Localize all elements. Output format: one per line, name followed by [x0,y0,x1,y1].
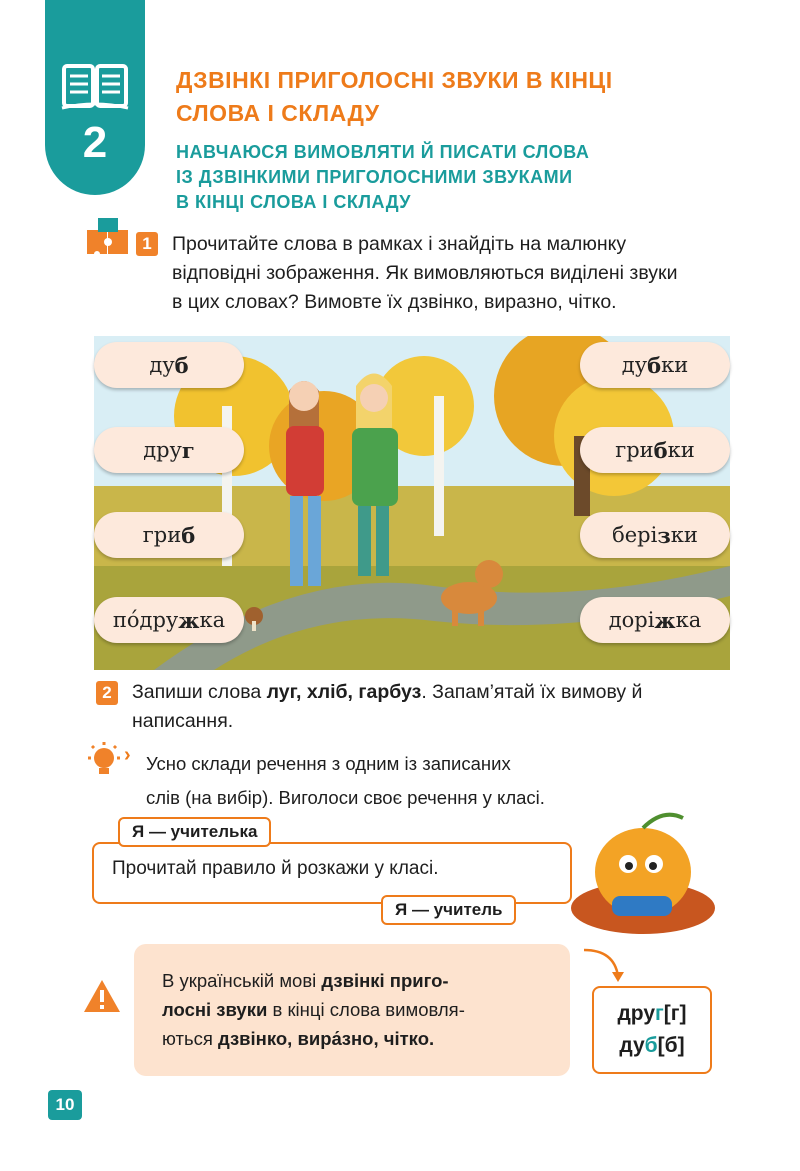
lesson-number: 2 [82,118,108,167]
instruction-text: Прочитай правило й розкажи у класі. [112,858,439,879]
role-tag-teacher-female: Я — учителька [118,817,271,847]
text-part: [б] [657,1034,685,1057]
word-highlight: б [174,352,189,378]
lesson-subtitle [176,140,736,215]
text-bold: луг, хліб, гарбуз [266,681,422,703]
subtitle-line: НАВЧАЮСЯ ВИМОВЛЯТИ Й ПИСАТИ СЛОВА [176,142,590,162]
highlight-letter: г [655,1002,664,1025]
word-part: ду [149,353,175,377]
word-part: ки [661,353,689,377]
task-number-badge: 2 [96,681,118,705]
text-part: ються [162,1028,218,1049]
example-line [594,998,710,1030]
task1-line: в цих словах? Вимовте їх дзвінко, виразно, чітко. [172,291,617,313]
rule-line [162,1024,557,1053]
subtitle-line: В КІНЦІ СЛОВА І СКЛАДУ [176,192,411,212]
word-part: ка [199,608,226,632]
warning-icon [80,976,124,1014]
lightbulb-icon [86,740,122,780]
task2-line: написання. [132,710,234,732]
text-part: [г] [663,1002,687,1025]
hint-line: Усно склади речення з одним із записаних [146,753,511,774]
word-card [94,342,244,388]
word-card [94,512,244,558]
puzzle-icon [84,214,130,260]
word-card [580,342,730,388]
word-part: ка [675,608,702,632]
text-bold: дзвінко, вира́зно, чітко. [218,1028,435,1049]
title-line: ДЗВІНКІ ПРИГОЛОСНІ ЗВУКИ В КІНЦІ [176,67,613,93]
text-part: ду [619,1034,645,1057]
word-part: ки [667,438,695,462]
word-part: гри [615,438,654,462]
hint-line: слів (на вибір). Виголоси своє речення у класі. [146,787,545,808]
rule-line [162,966,557,995]
task2-line [132,678,742,707]
text-part: Запиши слова [132,681,267,703]
pumpkin-character-illustration [568,808,718,936]
word-highlight: б [653,437,668,463]
page-number: 10 [48,1090,82,1120]
word-part: по́дру [112,608,179,632]
word-highlight: ж [178,607,200,633]
word-part: ки [670,523,698,547]
highlight-letter: б [644,1034,658,1057]
text-part: В українській мові [162,970,322,991]
word-highlight: ж [654,607,676,633]
word-part: ду [621,353,648,377]
word-part: бері [612,523,658,547]
word-part: гри [142,523,182,547]
subtitle-line: ІЗ ДЗВІНКИМИ ПРИГОЛОСНИМИ ЗВУКАМИ [176,167,573,187]
word-card [580,512,730,558]
hint-arrow: › [124,744,131,766]
rule-text [162,966,557,1053]
lesson-title [176,64,736,130]
text-part: в кінці слова вимовля- [267,999,465,1020]
word-highlight: б [181,522,196,548]
text-bold: дзвінкі приго- [321,970,449,991]
word-part: дру [143,438,182,462]
title-line: СЛОВА І СКЛАДУ [176,100,380,126]
hint-text [146,747,666,815]
task-number-badge: 1 [136,232,158,256]
curved-arrow-icon [580,944,630,984]
task1-line: Прочитайте слова в рамках і знайдіть на малюнку [172,233,627,255]
task1-line: відповідні зображення. Як вимовляються виділені звуки [172,262,678,284]
word-card [580,597,730,643]
task1-text [172,230,742,317]
word-highlight: г [181,437,195,463]
task2-text [132,678,742,736]
example-line [594,1030,710,1062]
word-highlight: з [657,522,671,548]
rule-line [162,995,557,1024]
word-highlight: б [647,352,662,378]
text-bold: лосні звуки [162,999,268,1020]
word-card [580,427,730,473]
example-box [592,986,712,1074]
book-icon [60,62,130,114]
word-card [94,427,244,473]
word-card [94,597,244,643]
text-part: . Запам’ятай їх вимову й [421,681,643,703]
word-part: дорі [608,608,655,632]
text-part: дру [617,1002,656,1025]
role-tag-teacher-male: Я — учитель [381,895,516,925]
